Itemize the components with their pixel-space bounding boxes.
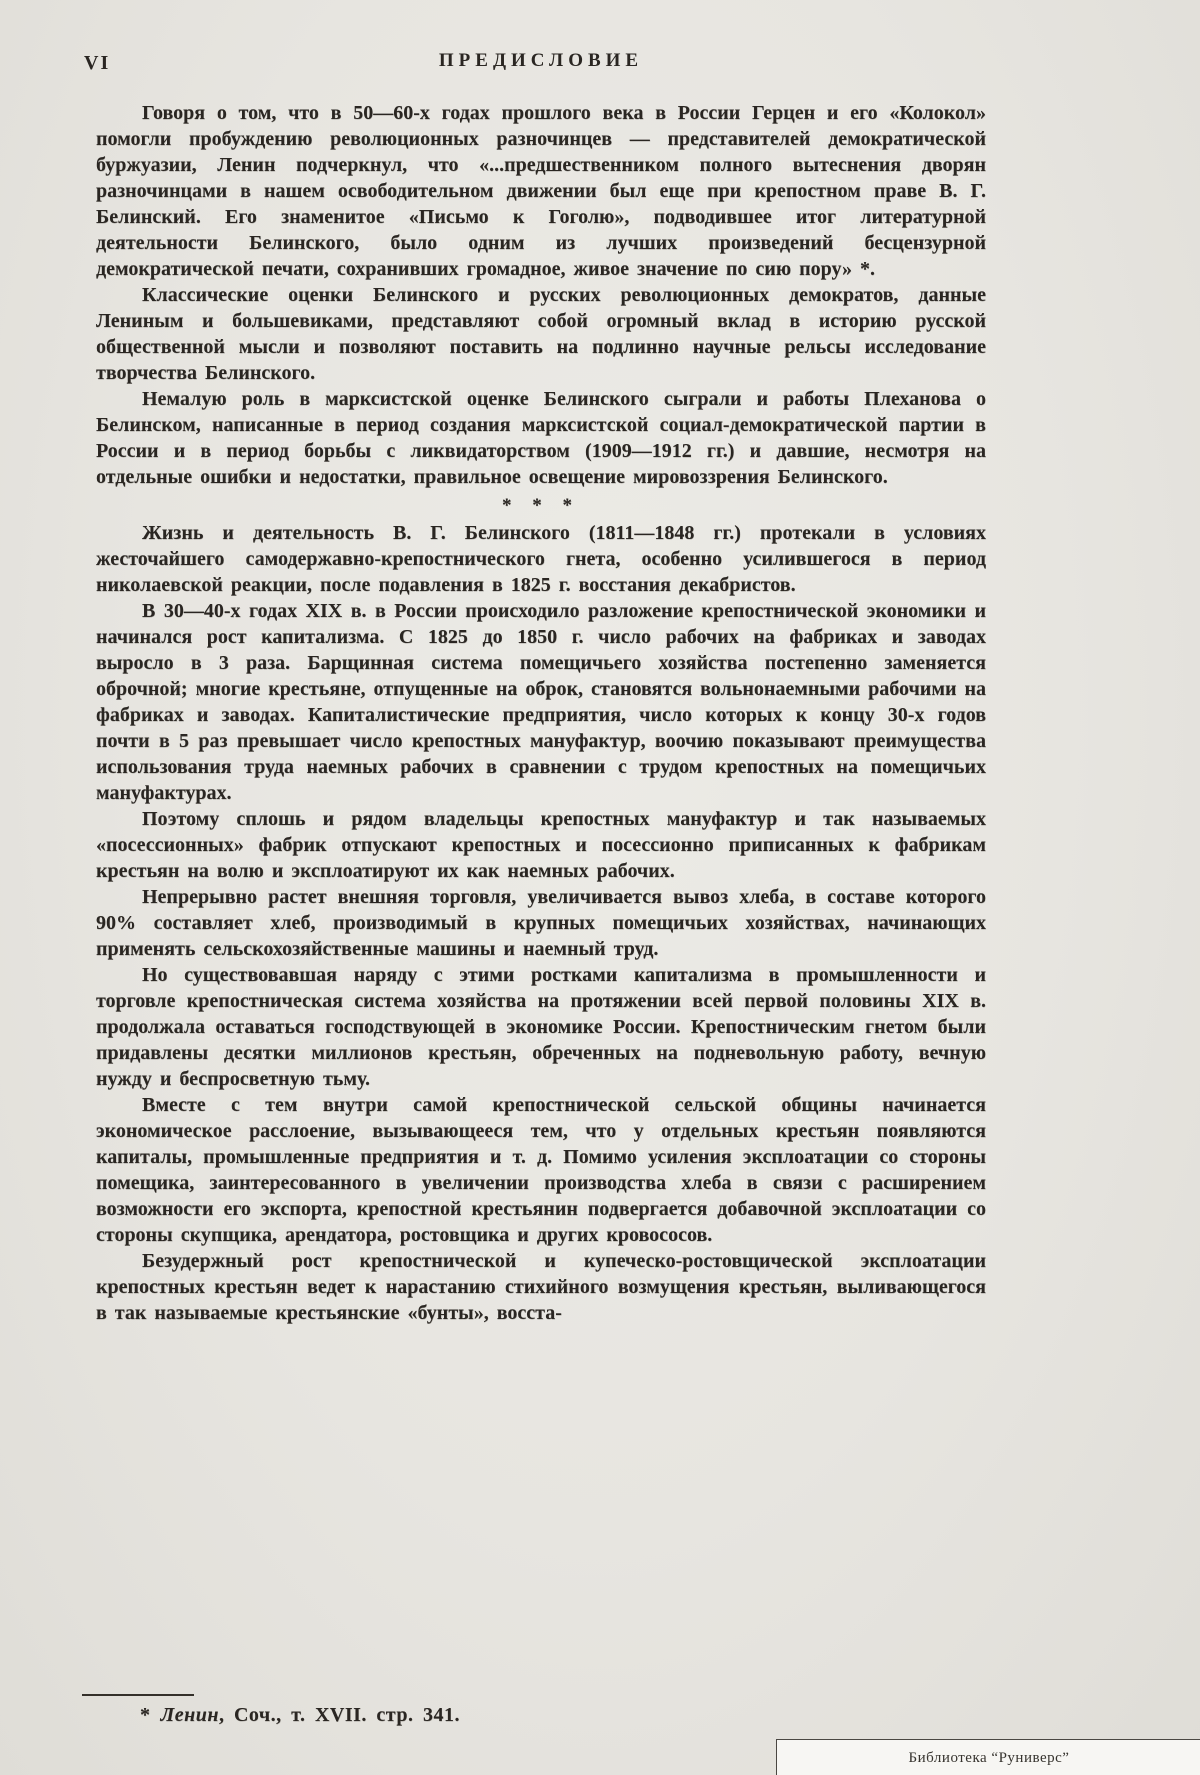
paragraph: Но существовавшая наряду с этими ростками капитализма в промышленности и торговле крепостническая система хозяйства на протяжении всей первой половины XIX в. продолжала оставаться господствующей в экономике России. Крепостническим гнетом были придавлены десятки миллионов крестьян, обреченных на подневольную работу, вечную нужду и беспросветную тьму. bbox=[96, 964, 986, 1090]
page-title: ПРЕДИСЛОВИЕ bbox=[438, 50, 644, 71]
paragraph: Безудержный рост крепостнической и купеческо-ростовщической эксплоатации крепостных крестьян ведет к нарастанию стихийного возмущения крестьян, выливающегося в так называемые крестьянские «бунты», восста- bbox=[96, 1250, 986, 1324]
paragraph: Поэтому сплошь и рядом владельцы крепостных мануфактур и так называемых «посессионных» фабрик отпускают крепостных и посессионно приписанных к фабрикам крестьян на волю и эксплоатируют их как наемных рабочих. bbox=[96, 808, 986, 882]
footnote-divider bbox=[82, 1694, 194, 1696]
preface-text-bottom bbox=[96, 520, 986, 1326]
footnote-author: Ленин bbox=[160, 1704, 219, 1726]
library-stamp-text: Библиотека “Руниверс” bbox=[908, 1749, 1070, 1766]
library-stamp bbox=[776, 1739, 1200, 1775]
footnote-marker: * bbox=[140, 1704, 151, 1726]
paragraph: Жизнь и деятельность В. Г. Белинского (1811—1848 гг.) протекали в условиях жесточайшего самодержавно-крепостнического гнета, особенно усилившегося в период николаевской реакции, после подавления в 1825 г. восстания декабристов. bbox=[96, 522, 986, 596]
paragraph: Классические оценки Белинского и русских революционных демократов, данные Лениным и большевиками, представляют собой огромный вклад в историю русской общественной мысли и позволяют поставить на подлинно научные рельсы исследование творчества Белинского. bbox=[96, 284, 986, 384]
footnote-reference: , Соч., т. XVII. стр. 341. bbox=[218, 1704, 460, 1726]
paragraph: В 30—40-х годах XIX в. в России происходило разложение крепостнической экономики и начинался рост капитализма. С 1825 до 1850 г. число рабочих на фабриках и заводах выросло в 3 раза. Барщинная система помещичьего хозяйства постепенно заменяется оброчной; многие крестьяне, отпущенные на оброк, становятся вольнонаемными рабочими на фабриках и заводах. Капиталистические предприятия, число которых к концу 30-х годов почти в 5 раз превышает число крепостных мануфактур, воочию показывают преимущества использования труда наемных рабочих в сравнении с трудом крепостных на помещичьих мануфактурах. bbox=[96, 600, 986, 804]
preface-text-top bbox=[96, 100, 986, 490]
page-number: VI bbox=[84, 52, 111, 74]
footnote bbox=[140, 1704, 460, 1727]
paragraph: Непрерывно растет внешняя торговля, увеличивается вывоз хлеба, в составе которого 90% составляет хлеб, производимый в крупных помещичьих хозяйствах, начинающих применять сельскохозяйственные машины и наемный труд. bbox=[96, 886, 986, 960]
section-separator: * * * bbox=[502, 495, 580, 516]
page-header bbox=[84, 50, 986, 80]
paragraph: Говоря о том, что в 50—60-х годах прошлого века в России Герцен и его «Колокол» помогли пробуждению революционных разночинцев — представителей демократической буржуазии, Ленин подчеркнул, что «...предшественником полного вытеснения дворян разночинцами в нашем освободительном движении был еще при крепостном праве В. Г. Белинский. Его знаменитое «Письмо к Гоголю», подводившее итог литературной деятельности Белинского, было одним из лучших произведений бесцензурной демократической печати, сохранивших громадное, живое значение по сию пору» *. bbox=[96, 102, 986, 280]
paragraph: Вместе с тем внутри самой крепостнической сельской общины начинается экономическое расслоение, вызывающееся тем, что у отдельных крестьян появляются капиталы, промышленные предприятия и т. д. Помимо усиления эксплоатации со стороны помещика, заинтересованного в увеличении производства хлеба в связи с расширением возможности его экспорта, крепостной крестьянин подвергается добавочной эксплоатации со стороны скупщика, арендатора, ростовщика и других кровососов. bbox=[96, 1094, 986, 1246]
page-content bbox=[84, 50, 986, 1326]
paragraph: Немалую роль в марксистской оценке Белинского сыграли и работы Плеханова о Белинском, написанные в период создания марксистской социал-демократической партии в России и в период борьбы с ликвидаторством (1909—1912 гг.) и давшие, несмотря на отдельные ошибки и недостатки, правильное освещение мировоззрения Белинского. bbox=[96, 388, 986, 488]
